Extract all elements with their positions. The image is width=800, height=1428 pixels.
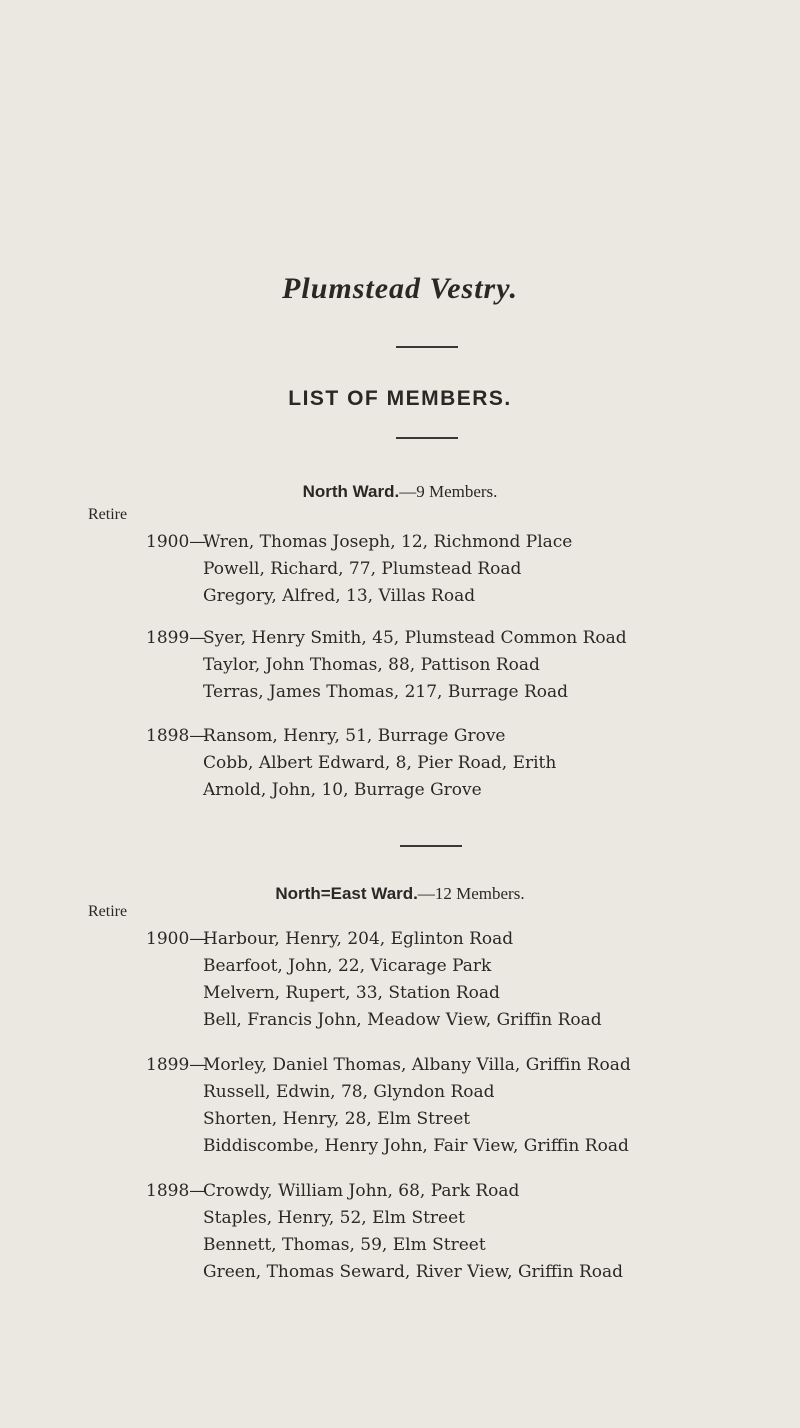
member-entry: Green, Thomas Seward, River View, Griffin Road — [203, 1262, 624, 1282]
member-entry: Crowdy, William John, 68, Park Road — [203, 1181, 520, 1201]
north-east-ward-heading — [0, 884, 800, 904]
divider-rule — [400, 845, 462, 847]
member-entry: Ransom, Henry, 51, Burrage Grove — [203, 726, 506, 746]
member-entry: Russell, Edwin, 78, Glyndon Road — [203, 1082, 495, 1102]
member-entry: Powell, Richard, 77, Plumstead Road — [203, 559, 522, 579]
member-entry: Bearfoot, John, 22, Vicarage Park — [203, 956, 492, 976]
retire-label: Retire — [88, 903, 128, 920]
retire-label: Retire — [88, 506, 128, 523]
ward-member-count: —9 Members. — [399, 482, 498, 501]
member-entry: Gregory, Alfred, 13, Villas Road — [203, 586, 476, 606]
member-entry: Taylor, John Thomas, 88, Pattison Road — [203, 655, 540, 675]
north-ward-heading — [0, 482, 800, 502]
retire-year: 1898— — [146, 726, 207, 746]
member-entry: Harbour, Henry, 204, Eglinton Road — [203, 929, 514, 949]
member-entry: Cobb, Albert Edward, 8, Pier Road, Erith — [203, 753, 557, 773]
retire-year: 1899— — [146, 1055, 207, 1075]
member-entry: Biddiscombe, Henry John, Fair View, Griffin Road — [203, 1136, 629, 1156]
member-entry: Staples, Henry, 52, Elm Street — [203, 1208, 466, 1228]
page-subtitle: LIST OF MEMBERS. — [288, 387, 512, 410]
page-title: Plumstead Vestry. — [282, 272, 518, 305]
ward-member-count: —12 Members. — [417, 884, 525, 903]
ward-name: North=East Ward. — [275, 884, 418, 903]
member-entry: Bell, Francis John, Meadow View, Griffin Road — [203, 1010, 602, 1030]
member-entry: Bennett, Thomas, 59, Elm Street — [203, 1235, 486, 1255]
member-entry: Melvern, Rupert, 33, Station Road — [203, 983, 500, 1003]
retire-year: 1898— — [146, 1181, 207, 1201]
member-entry: Wren, Thomas Joseph, 12, Richmond Place — [203, 532, 573, 552]
retire-year: 1900— — [146, 532, 207, 552]
member-entry: Shorten, Henry, 28, Elm Street — [203, 1109, 471, 1129]
ward-name: North Ward. — [302, 482, 400, 501]
member-entry: Syer, Henry Smith, 45, Plumstead Common Road — [203, 628, 627, 648]
divider-rule — [396, 437, 458, 439]
member-entry: Terras, James Thomas, 217, Burrage Road — [203, 682, 569, 702]
member-entry: Arnold, John, 10, Burrage Grove — [203, 780, 482, 800]
divider-rule — [396, 346, 458, 348]
retire-year: 1899— — [146, 628, 207, 648]
retire-year: 1900— — [146, 929, 207, 949]
member-entry: Morley, Daniel Thomas, Albany Villa, Griffin Road — [203, 1055, 631, 1075]
